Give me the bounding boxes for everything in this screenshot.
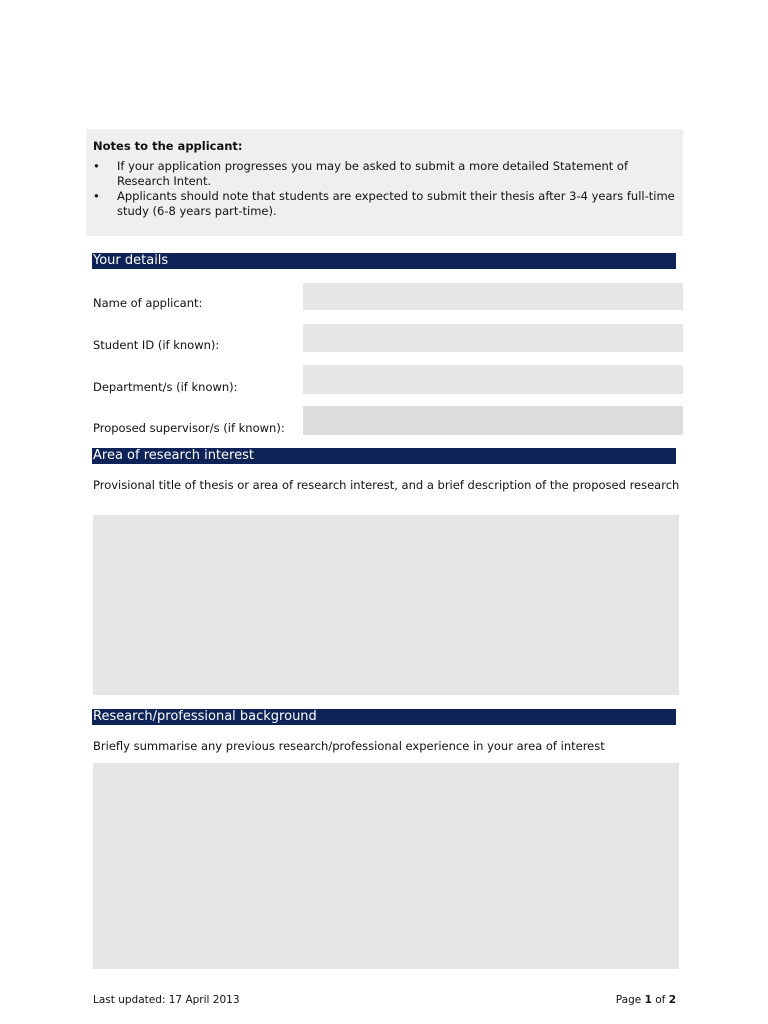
notes-item-text: Applicants should note that students are expected to submit their thesis after 3-4 years full-time study (6-8 years part-time).: [117, 189, 675, 218]
notes-item: [93, 189, 676, 219]
section-heading-background: Research/professional background: [92, 709, 676, 725]
proposed-supervisor-label: Proposed supervisor/s (if known):: [93, 421, 285, 435]
name-of-applicant-field[interactable]: [303, 283, 683, 310]
research-interest-description: Provisional title of thesis or area of research interest, and a brief description of the proposed research: [93, 478, 680, 492]
student-id-label: Student ID (if known):: [93, 338, 220, 352]
page-total: 2: [668, 994, 676, 1006]
notes-title: Notes to the applicant:: [93, 139, 243, 153]
bullet-icon: •: [93, 159, 100, 173]
page-of: of: [655, 994, 666, 1006]
section-heading-your-details: Your details: [92, 253, 676, 269]
research-interest-textarea[interactable]: [93, 515, 679, 695]
page-number: [616, 994, 676, 1006]
department-field[interactable]: [303, 365, 683, 394]
background-description: Briefly summarise any previous research/professional experience in your area of interest: [93, 739, 605, 753]
department-label: Department/s (if known):: [93, 380, 238, 394]
bullet-icon: •: [93, 189, 100, 203]
page-word: Page: [615, 994, 642, 1006]
background-textarea[interactable]: [93, 763, 679, 969]
last-updated: Last updated: 17 April 2013: [93, 994, 240, 1006]
proposed-supervisor-field[interactable]: [303, 406, 683, 435]
section-heading-research-interest: Area of research interest: [92, 448, 676, 464]
notes-item: [93, 159, 676, 189]
name-of-applicant-label: Name of applicant:: [93, 296, 203, 310]
student-id-field[interactable]: [303, 324, 683, 352]
notes-box: [86, 129, 683, 236]
notes-item-text: If your application progresses you may be asked to submit a more detailed Statement of Research Intent.: [117, 159, 629, 188]
page-current: 1: [644, 994, 652, 1006]
notes-list: [93, 159, 676, 219]
